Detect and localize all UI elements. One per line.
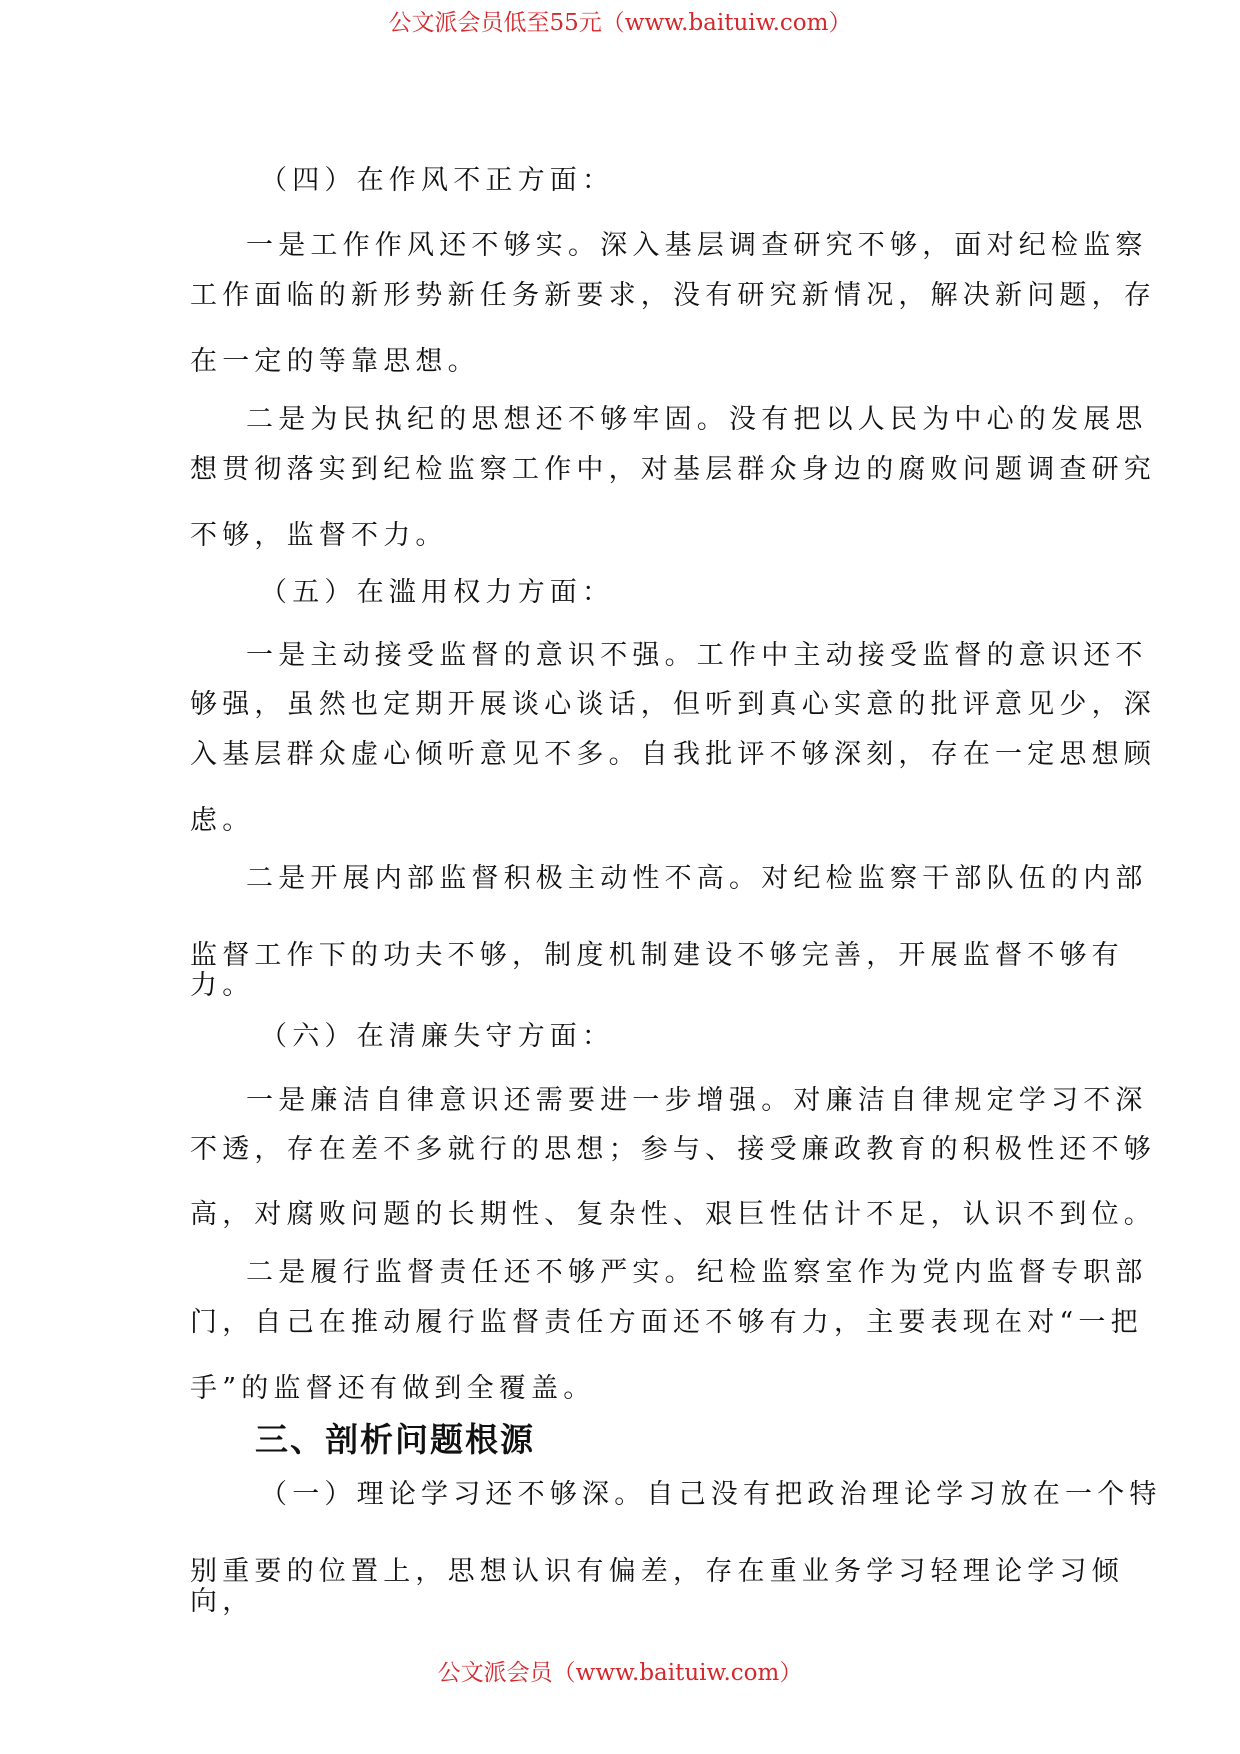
paragraph-line: 一是工作作风还不够实。深入基层调查研究不够，面对纪检监察 [246,230,1148,261]
paragraph-line: 二是履行监督责任还不够严实。纪检监察室作为党内监督专职部 [246,1257,1148,1288]
paragraph-line: 向， [190,1586,255,1617]
paragraph-line: 够强，虽然也定期开展谈心谈话，但听到真心实意的批评意见少，深 [190,689,1156,720]
paragraph-line: 不透，存在差不多就行的思想；参与、接受廉政教育的积极性还不够 [190,1134,1156,1165]
footer-watermark: 公文派会员（www.baituiw.com） [437,1660,803,1686]
paragraph-line: 高，对腐败问题的长期性、复杂性、艰巨性估计不足，认识不到位。 [190,1199,1156,1230]
paragraph-line: 二是为民执纪的思想还不够牢固。没有把以人民为中心的发展思 [246,404,1148,435]
subsection-heading-5: （五）在滥用权力方面： [260,577,615,608]
paragraph-line: 一是主动接受监督的意识不强。工作中主动接受监督的意识还不 [246,640,1148,671]
section-heading: 三、剖析问题根源 [255,1420,535,1459]
paragraph-line: 监督工作下的功夫不够，制度机制建设不够完善，开展监督不够有 [190,940,1124,971]
paragraph-line: 二是开展内部监督积极主动性不高。对纪检监察干部队伍的内部 [246,863,1148,894]
paragraph-line: 门，自己在推动履行监督责任方面还不够有力，主要表现在对“一把 [190,1307,1143,1338]
paragraph-line: 别重要的位置上，思想认识有偏差，存在重业务学习轻理论学习倾 [190,1556,1124,1587]
paragraph-line: 入基层群众虚心倾听意见不多。自我批评不够深刻，存在一定思想顾 [190,739,1156,770]
paragraph-line: 工作面临的新形势新任务新要求，没有研究新情况，解决新问题，存 [190,280,1156,311]
subsection-heading-6: （六）在清廉失守方面： [260,1021,615,1052]
paragraph-line: 不够，监督不力。 [190,520,448,551]
header-watermark: 公文派会员低至55元（www.baituiw.com） [388,10,852,36]
paragraph-line: 想贯彻落实到纪检监察工作中，对基层群众身边的腐败问题调查研究 [190,454,1156,485]
paragraph-line: 在一定的等靠思想。 [190,346,480,377]
subsection-heading-4: （四）在作风不正方面： [260,165,615,196]
paragraph-line: （一）理论学习还不够深。自己没有把政治理论学习放在一个特 [260,1479,1162,1510]
paragraph-line: 手”的监督还有做到全覆盖。 [190,1373,596,1404]
paragraph-line: 一是廉洁自律意识还需要进一步增强。对廉洁自律规定学习不深 [246,1085,1148,1116]
paragraph-line: 力。 [190,970,255,1001]
paragraph-line: 虑。 [190,805,255,836]
